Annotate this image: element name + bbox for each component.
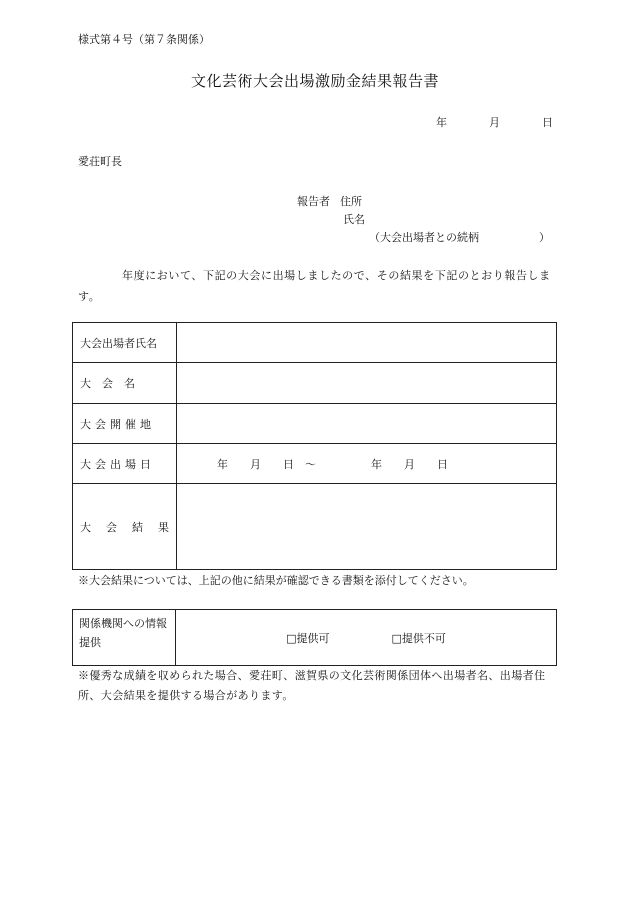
report-table [72,322,557,570]
date-line [436,114,553,130]
field-participant-name[interactable] [177,323,557,363]
reporter-relation-close: ） [539,231,550,244]
table-row [73,610,557,666]
checkbox-provide-ok[interactable]: □提供可 [286,631,330,645]
label-venue: 大会開催地 [73,404,177,444]
table-row [73,363,557,404]
report-statement: 年度において、下記の大会に出場しましたので、その結果を下記のとおり報告します。 [78,269,551,303]
reporter-label: 報告者 [297,195,330,208]
reporter-name-label: 氏名 [343,213,365,226]
info-provision-options [176,610,557,666]
attachment-note: ※大会結果については、上記の他に結果が確認できる書類を添付してください。 [78,574,474,587]
label-competition-result: 大 会 結 果 [73,484,177,570]
table-row [73,323,557,363]
table-row [73,444,557,484]
date-month-label: 月 [489,116,500,129]
checkbox-provide-ng[interactable]: □提供不可 [391,631,446,645]
table-row [73,484,557,570]
label-competition-name [73,363,177,404]
field-competition-result[interactable] [177,484,557,570]
reporter-address-label: 住所 [340,195,362,208]
label-participant-name: 大会出場者氏名 [73,323,177,363]
date-year-label: 年 [436,116,447,129]
document-title: 文化芸術大会出場激励金結果報告書 [190,72,439,90]
privacy-note: ※優秀な成績を収められた場合、愛荘町、滋賀県の文化芸術関係団体へ出場者名、出場者住所、大会結果を提供する場合があります。 [78,669,546,702]
addressee: 愛荘町長 [78,155,122,168]
info-provision-table [72,609,557,666]
field-competition-date[interactable]: 年 月 日 ～ 年 月 日 [177,444,557,484]
table-row [73,404,557,444]
label-info-provision: 関係機関への情報提供 [73,610,176,666]
form-number: 様式第４号（第７条関係） [78,33,210,46]
field-venue[interactable] [177,404,557,444]
field-competition-name[interactable] [177,363,557,404]
reporter-block [297,193,550,247]
label-competition-name-text: 大 会 名 [80,377,135,390]
label-competition-date: 大会出場日 [73,444,177,484]
reporter-relation-label: （大会出場者との続柄 [369,231,479,244]
date-day-label: 日 [542,116,553,129]
